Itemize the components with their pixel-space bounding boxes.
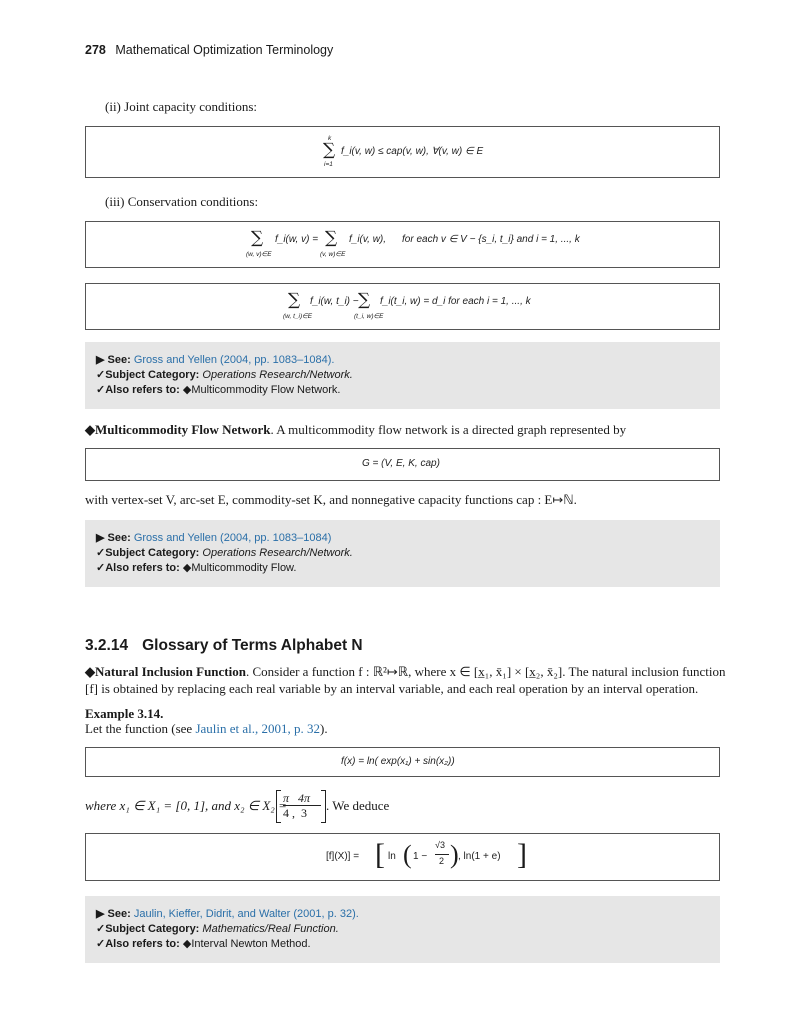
sum-sign: ∑ [323,140,336,160]
subject-label: ✓Subject Category: [96,547,200,559]
result-lhs: [f](X)] = [326,851,360,862]
sum-lower: (w, t_i)∈E [283,313,313,320]
see-label: ▶ See: [96,354,131,366]
joint-capacity-box [85,126,720,178]
intro-text: ). [320,721,328,736]
nif-definition [85,663,725,681]
graph-formula: G = (V, E, K, cap) [362,458,440,469]
subject-category: Mathematics/Real Function. [202,923,339,935]
also-label: ✓Also refers to: [96,562,180,574]
joint-capacity-formula: f_i(v, w) ≤ cap(v, w), ∀(v, w) ∈ E [341,146,484,157]
sum-lower: i=1 [324,161,333,168]
sqrt-three: √3 [435,840,445,850]
function-formula: f(x) = ln( exp(x₁) + sin(x₂)) [341,756,455,767]
ln-term: ln [388,851,396,862]
subject-category: Operations Research/Network. [202,369,353,381]
section-number: 3.2.14 [85,637,129,654]
definition-text: . A multicommodity flow network is a directed graph represented by [270,422,627,437]
joint-capacity-label: (ii) Joint capacity conditions: [105,99,257,114]
natural-inclusion-result-box [85,833,720,881]
formula-term: f_i(w, t_i) − [310,296,359,307]
denominator: 2 [439,856,445,866]
formula-term: f_i(t_i, w) = d_i for each i = 1, ..., k [380,296,531,307]
see-box-2 [85,520,720,587]
subject-label: ✓Subject Category: [96,923,200,935]
see-label: ▶ See: [96,532,131,544]
paren-open: ( [403,840,412,869]
intro-text: Let the function (see [85,721,196,736]
term-heading: ◆Multicommodity Flow Network [85,422,271,437]
big-bracket-open: [ [375,838,385,871]
formula-term: f_i(w, v) = [275,234,319,245]
mcfn-definition [85,421,626,439]
sum-lower: (v, w)∈E [320,251,346,258]
see-reference-link[interactable]: Gross and Yellen (2004, pp. 1083–1084). [133,354,335,366]
see-box-3 [85,896,720,963]
definition-text: . Consider a function f : ℝ²↦ℝ, where x ∈ [x̲₁, x̄₁] × [x̲₂, x̄₂]. The natural inclusion function [245,664,726,679]
sum-sign: ∑ [325,228,338,248]
running-header [85,43,333,57]
where-clause: where x₁ ∈ X₁ = [0, 1], and x₂ ∈ X₂ = [85,798,287,813]
example-intro [85,720,328,738]
conservation-label: (iii) Conservation conditions: [105,194,259,209]
interval-numerators: π 4π [283,791,311,805]
see-label: ▶ See: [96,908,131,920]
mcfn-after-text: with vertex-set V, arc-set E, commodity-set K, and nonnegative capacity functions cap : E↦ℕ. [85,492,577,507]
function-formula-box [85,747,720,777]
deduce-text: . We deduce [326,798,390,813]
term-heading: ◆Natural Inclusion Function [85,664,246,679]
conservation-box-1 [85,221,720,268]
citation-link[interactable]: Jaulin et al., 2001, p. 32 [195,721,321,736]
subject-category: Operations Research/Network. [202,547,353,559]
also-label: ✓Also refers to: [96,384,180,396]
also-refers-to: ◆Multicommodity Flow. [182,562,297,574]
also-refers-to: ◆Multicommodity Flow Network. [182,384,341,396]
sum-sign: ∑ [251,228,264,248]
graph-formula-box [85,448,720,481]
interval-denominators: 4 , 3 [283,806,307,820]
see-box-1 [85,342,720,409]
formula-condition: for each v ∈ V − {s_i, t_i} and i = 1, ..., k [402,234,580,245]
sum-upper: k [328,135,332,142]
section-heading [85,637,363,655]
sum-lower: (w, v)∈E [246,251,272,258]
section-title: Glossary of Terms Alphabet N [142,637,363,654]
sum-sign: ∑ [358,290,371,310]
also-refers-to: ◆Interval Newton Method. [182,938,311,950]
conservation-box-2 [85,283,720,330]
formula-term: f_i(v, w), [349,234,387,245]
big-bracket-close: ] [517,838,527,871]
see-reference-link[interactable]: Gross and Yellen (2004, pp. 1083–1084) [133,532,332,544]
paren-close: ) [450,840,459,869]
sum-lower: (t_i, w)∈E [354,313,384,320]
one-minus: 1 − [413,851,428,862]
header-title: Mathematical Optimization Terminology [115,43,334,57]
subject-label: ✓Subject Category: [96,369,200,381]
example-title: Example 3.14. [85,706,164,721]
ln-one-plus-e: , ln(1 + e) [458,851,501,862]
nif-definition-line2: [f] is obtained by replacing each real variable by an interval variable, and each real operation by an interval operation. [85,681,699,696]
see-reference-link[interactable]: Jaulin, Kieffer, Didrit, and Walter (2001, p. 32). [133,908,359,920]
interval-bracket [276,790,326,823]
also-label: ✓Also refers to: [96,938,180,950]
page-number: 278 [85,43,106,57]
fraction-bar [435,854,449,855]
sum-sign: ∑ [288,290,301,310]
where-text [85,797,287,815]
